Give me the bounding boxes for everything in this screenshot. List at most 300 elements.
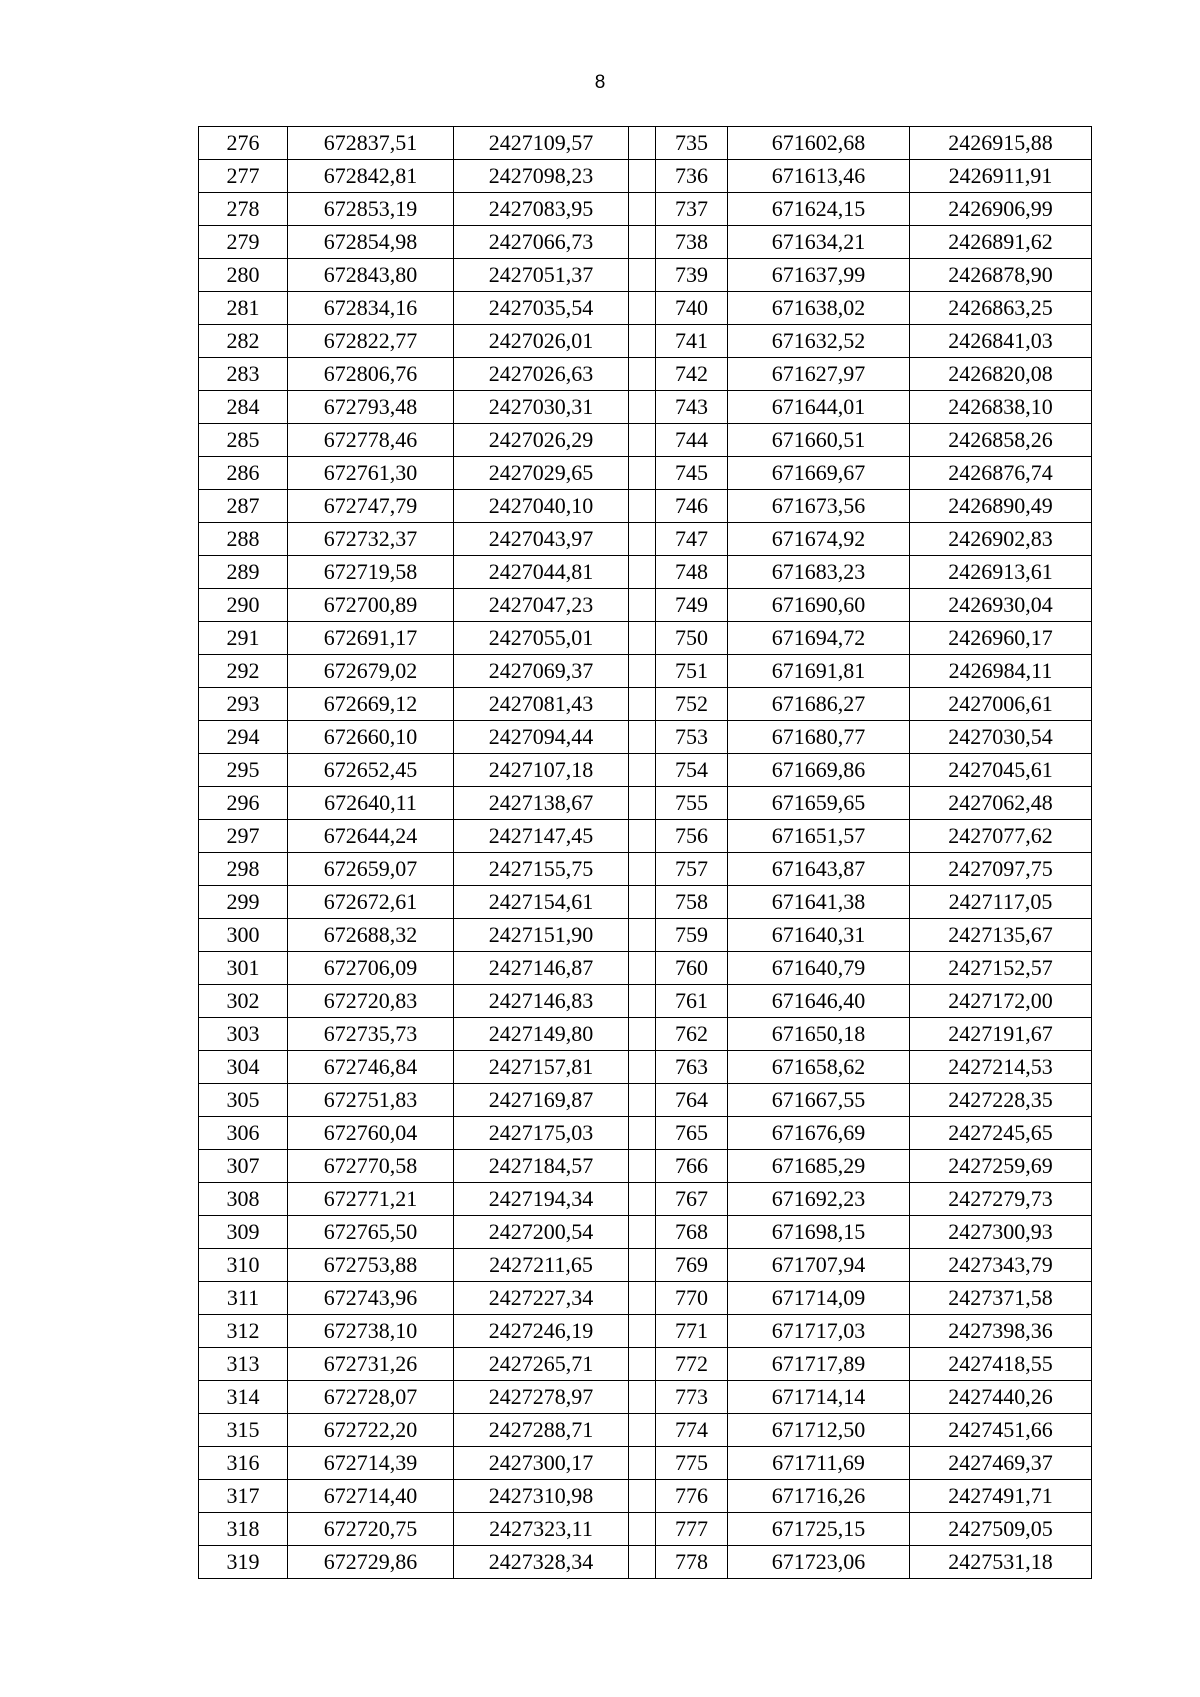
table-row bbox=[199, 193, 1092, 226]
table-row bbox=[199, 457, 1092, 490]
right-y-coordinate: 2426930,04 bbox=[910, 589, 1092, 622]
right-point-number: 757 bbox=[656, 853, 728, 886]
right-y-coordinate: 2426984,11 bbox=[910, 655, 1092, 688]
table-row bbox=[199, 787, 1092, 820]
coordinates-table bbox=[198, 126, 1092, 1579]
right-point-number: 752 bbox=[656, 688, 728, 721]
right-point-number: 766 bbox=[656, 1150, 728, 1183]
right-y-coordinate: 2426858,26 bbox=[910, 424, 1092, 457]
right-point-number: 735 bbox=[656, 127, 728, 160]
left-y-coordinate: 2427211,65 bbox=[454, 1249, 629, 1282]
right-x-coordinate: 671676,69 bbox=[728, 1117, 910, 1150]
table-row bbox=[199, 853, 1092, 886]
coordinates-table-body bbox=[199, 127, 1092, 1579]
left-point-number: 294 bbox=[199, 721, 288, 754]
left-point-number: 289 bbox=[199, 556, 288, 589]
left-y-coordinate: 2427310,98 bbox=[454, 1480, 629, 1513]
spacer-cell bbox=[629, 259, 656, 292]
right-y-coordinate: 2427469,37 bbox=[910, 1447, 1092, 1480]
spacer-cell bbox=[629, 886, 656, 919]
left-point-number: 313 bbox=[199, 1348, 288, 1381]
left-y-coordinate: 2427149,80 bbox=[454, 1018, 629, 1051]
left-x-coordinate: 672714,39 bbox=[288, 1447, 454, 1480]
spacer-cell bbox=[629, 919, 656, 952]
left-x-coordinate: 672691,17 bbox=[288, 622, 454, 655]
right-point-number: 737 bbox=[656, 193, 728, 226]
right-y-coordinate: 2427214,53 bbox=[910, 1051, 1092, 1084]
right-y-coordinate: 2427418,55 bbox=[910, 1348, 1092, 1381]
left-y-coordinate: 2427246,19 bbox=[454, 1315, 629, 1348]
right-x-coordinate: 671643,87 bbox=[728, 853, 910, 886]
left-x-coordinate: 672644,24 bbox=[288, 820, 454, 853]
right-y-coordinate: 2427030,54 bbox=[910, 721, 1092, 754]
left-point-number: 295 bbox=[199, 754, 288, 787]
table-row bbox=[199, 688, 1092, 721]
left-point-number: 312 bbox=[199, 1315, 288, 1348]
right-x-coordinate: 671711,69 bbox=[728, 1447, 910, 1480]
right-point-number: 764 bbox=[656, 1084, 728, 1117]
left-point-number: 302 bbox=[199, 985, 288, 1018]
right-point-number: 736 bbox=[656, 160, 728, 193]
left-point-number: 305 bbox=[199, 1084, 288, 1117]
left-point-number: 285 bbox=[199, 424, 288, 457]
left-point-number: 277 bbox=[199, 160, 288, 193]
left-x-coordinate: 672761,30 bbox=[288, 457, 454, 490]
left-point-number: 291 bbox=[199, 622, 288, 655]
right-x-coordinate: 671698,15 bbox=[728, 1216, 910, 1249]
left-x-coordinate: 672842,81 bbox=[288, 160, 454, 193]
right-y-coordinate: 2426960,17 bbox=[910, 622, 1092, 655]
left-point-number: 287 bbox=[199, 490, 288, 523]
spacer-cell bbox=[629, 1216, 656, 1249]
spacer-cell bbox=[629, 853, 656, 886]
right-point-number: 755 bbox=[656, 787, 728, 820]
table-row bbox=[199, 424, 1092, 457]
right-x-coordinate: 671686,27 bbox=[728, 688, 910, 721]
left-x-coordinate: 672731,26 bbox=[288, 1348, 454, 1381]
left-y-coordinate: 2427043,97 bbox=[454, 523, 629, 556]
right-x-coordinate: 671659,65 bbox=[728, 787, 910, 820]
right-point-number: 753 bbox=[656, 721, 728, 754]
spacer-cell bbox=[629, 424, 656, 457]
left-y-coordinate: 2427194,34 bbox=[454, 1183, 629, 1216]
right-point-number: 740 bbox=[656, 292, 728, 325]
left-point-number: 296 bbox=[199, 787, 288, 820]
table-row bbox=[199, 1381, 1092, 1414]
left-y-coordinate: 2427155,75 bbox=[454, 853, 629, 886]
spacer-cell bbox=[629, 820, 656, 853]
left-x-coordinate: 672706,09 bbox=[288, 952, 454, 985]
right-point-number: 768 bbox=[656, 1216, 728, 1249]
table-row bbox=[199, 1513, 1092, 1546]
right-x-coordinate: 671644,01 bbox=[728, 391, 910, 424]
left-y-coordinate: 2427151,90 bbox=[454, 919, 629, 952]
right-point-number: 776 bbox=[656, 1480, 728, 1513]
left-point-number: 314 bbox=[199, 1381, 288, 1414]
left-point-number: 304 bbox=[199, 1051, 288, 1084]
left-y-coordinate: 2427169,87 bbox=[454, 1084, 629, 1117]
table-row bbox=[199, 655, 1092, 688]
right-y-coordinate: 2427491,71 bbox=[910, 1480, 1092, 1513]
spacer-cell bbox=[629, 721, 656, 754]
right-y-coordinate: 2427343,79 bbox=[910, 1249, 1092, 1282]
right-x-coordinate: 671690,60 bbox=[728, 589, 910, 622]
right-point-number: 775 bbox=[656, 1447, 728, 1480]
table-row bbox=[199, 1084, 1092, 1117]
table-row bbox=[199, 292, 1092, 325]
left-x-coordinate: 672738,10 bbox=[288, 1315, 454, 1348]
right-point-number: 751 bbox=[656, 655, 728, 688]
left-x-coordinate: 672853,19 bbox=[288, 193, 454, 226]
right-x-coordinate: 671683,23 bbox=[728, 556, 910, 589]
left-point-number: 308 bbox=[199, 1183, 288, 1216]
right-point-number: 750 bbox=[656, 622, 728, 655]
right-point-number: 756 bbox=[656, 820, 728, 853]
spacer-cell bbox=[629, 160, 656, 193]
left-x-coordinate: 672722,20 bbox=[288, 1414, 454, 1447]
left-y-coordinate: 2427109,57 bbox=[454, 127, 629, 160]
right-x-coordinate: 671714,09 bbox=[728, 1282, 910, 1315]
left-x-coordinate: 672672,61 bbox=[288, 886, 454, 919]
left-x-coordinate: 672834,16 bbox=[288, 292, 454, 325]
right-y-coordinate: 2427398,36 bbox=[910, 1315, 1092, 1348]
right-point-number: 743 bbox=[656, 391, 728, 424]
table-row bbox=[199, 1117, 1092, 1150]
left-point-number: 300 bbox=[199, 919, 288, 952]
table-row bbox=[199, 160, 1092, 193]
right-x-coordinate: 671716,26 bbox=[728, 1480, 910, 1513]
left-x-coordinate: 672753,88 bbox=[288, 1249, 454, 1282]
page-number: 8 bbox=[594, 72, 606, 93]
left-point-number: 318 bbox=[199, 1513, 288, 1546]
left-x-coordinate: 672793,48 bbox=[288, 391, 454, 424]
right-x-coordinate: 671674,92 bbox=[728, 523, 910, 556]
left-point-number: 276 bbox=[199, 127, 288, 160]
left-y-coordinate: 2427147,45 bbox=[454, 820, 629, 853]
right-point-number: 760 bbox=[656, 952, 728, 985]
right-point-number: 767 bbox=[656, 1183, 728, 1216]
left-x-coordinate: 672760,04 bbox=[288, 1117, 454, 1150]
right-y-coordinate: 2427531,18 bbox=[910, 1546, 1092, 1579]
spacer-cell bbox=[629, 490, 656, 523]
right-point-number: 761 bbox=[656, 985, 728, 1018]
right-point-number: 772 bbox=[656, 1348, 728, 1381]
left-point-number: 307 bbox=[199, 1150, 288, 1183]
left-y-coordinate: 2427288,71 bbox=[454, 1414, 629, 1447]
table-row bbox=[199, 1315, 1092, 1348]
right-y-coordinate: 2427117,05 bbox=[910, 886, 1092, 919]
spacer-cell bbox=[629, 1348, 656, 1381]
right-point-number: 765 bbox=[656, 1117, 728, 1150]
right-x-coordinate: 671613,46 bbox=[728, 160, 910, 193]
right-x-coordinate: 671637,99 bbox=[728, 259, 910, 292]
right-point-number: 774 bbox=[656, 1414, 728, 1447]
right-y-coordinate: 2426878,90 bbox=[910, 259, 1092, 292]
right-point-number: 763 bbox=[656, 1051, 728, 1084]
right-x-coordinate: 671694,72 bbox=[728, 622, 910, 655]
left-point-number: 306 bbox=[199, 1117, 288, 1150]
left-x-coordinate: 672652,45 bbox=[288, 754, 454, 787]
right-x-coordinate: 671707,94 bbox=[728, 1249, 910, 1282]
spacer-cell bbox=[629, 688, 656, 721]
right-point-number: 769 bbox=[656, 1249, 728, 1282]
table-row bbox=[199, 1216, 1092, 1249]
left-point-number: 303 bbox=[199, 1018, 288, 1051]
spacer-cell bbox=[629, 622, 656, 655]
left-x-coordinate: 672751,83 bbox=[288, 1084, 454, 1117]
spacer-cell bbox=[629, 1249, 656, 1282]
spacer-cell bbox=[629, 457, 656, 490]
right-x-coordinate: 671640,79 bbox=[728, 952, 910, 985]
right-x-coordinate: 671650,18 bbox=[728, 1018, 910, 1051]
left-point-number: 301 bbox=[199, 952, 288, 985]
spacer-cell bbox=[629, 292, 656, 325]
left-point-number: 297 bbox=[199, 820, 288, 853]
table-row bbox=[199, 391, 1092, 424]
right-point-number: 762 bbox=[656, 1018, 728, 1051]
left-y-coordinate: 2427107,18 bbox=[454, 754, 629, 787]
right-y-coordinate: 2426838,10 bbox=[910, 391, 1092, 424]
table-row bbox=[199, 1414, 1092, 1447]
left-x-coordinate: 672771,21 bbox=[288, 1183, 454, 1216]
right-y-coordinate: 2427152,57 bbox=[910, 952, 1092, 985]
right-y-coordinate: 2427172,00 bbox=[910, 985, 1092, 1018]
left-y-coordinate: 2427200,54 bbox=[454, 1216, 629, 1249]
table-row bbox=[199, 556, 1092, 589]
spacer-cell bbox=[629, 1414, 656, 1447]
left-point-number: 315 bbox=[199, 1414, 288, 1447]
right-x-coordinate: 671691,81 bbox=[728, 655, 910, 688]
right-y-coordinate: 2427045,61 bbox=[910, 754, 1092, 787]
right-y-coordinate: 2426902,83 bbox=[910, 523, 1092, 556]
right-x-coordinate: 671667,55 bbox=[728, 1084, 910, 1117]
right-y-coordinate: 2426915,88 bbox=[910, 127, 1092, 160]
spacer-cell bbox=[629, 952, 656, 985]
left-y-coordinate: 2427026,63 bbox=[454, 358, 629, 391]
left-y-coordinate: 2427069,37 bbox=[454, 655, 629, 688]
spacer-cell bbox=[629, 1381, 656, 1414]
right-y-coordinate: 2426841,03 bbox=[910, 325, 1092, 358]
table-row bbox=[199, 127, 1092, 160]
right-x-coordinate: 671712,50 bbox=[728, 1414, 910, 1447]
right-x-coordinate: 671632,52 bbox=[728, 325, 910, 358]
spacer-cell bbox=[629, 1051, 656, 1084]
right-y-coordinate: 2426820,08 bbox=[910, 358, 1092, 391]
right-point-number: 744 bbox=[656, 424, 728, 457]
left-point-number: 292 bbox=[199, 655, 288, 688]
spacer-cell bbox=[629, 193, 656, 226]
right-x-coordinate: 671624,15 bbox=[728, 193, 910, 226]
right-y-coordinate: 2427245,65 bbox=[910, 1117, 1092, 1150]
right-x-coordinate: 671658,62 bbox=[728, 1051, 910, 1084]
left-x-coordinate: 672746,84 bbox=[288, 1051, 454, 1084]
spacer-cell bbox=[629, 226, 656, 259]
right-x-coordinate: 671673,56 bbox=[728, 490, 910, 523]
left-y-coordinate: 2427026,01 bbox=[454, 325, 629, 358]
right-point-number: 771 bbox=[656, 1315, 728, 1348]
spacer-cell bbox=[629, 1018, 656, 1051]
left-point-number: 280 bbox=[199, 259, 288, 292]
right-y-coordinate: 2427135,67 bbox=[910, 919, 1092, 952]
left-x-coordinate: 672679,02 bbox=[288, 655, 454, 688]
right-y-coordinate: 2427006,61 bbox=[910, 688, 1092, 721]
left-point-number: 309 bbox=[199, 1216, 288, 1249]
spacer-cell bbox=[629, 523, 656, 556]
left-y-coordinate: 2427026,29 bbox=[454, 424, 629, 457]
right-y-coordinate: 2427062,48 bbox=[910, 787, 1092, 820]
left-x-coordinate: 672688,32 bbox=[288, 919, 454, 952]
left-point-number: 317 bbox=[199, 1480, 288, 1513]
right-x-coordinate: 671651,57 bbox=[728, 820, 910, 853]
right-x-coordinate: 671680,77 bbox=[728, 721, 910, 754]
spacer-cell bbox=[629, 391, 656, 424]
left-point-number: 283 bbox=[199, 358, 288, 391]
left-point-number: 279 bbox=[199, 226, 288, 259]
table-row bbox=[199, 1018, 1092, 1051]
spacer-cell bbox=[629, 1084, 656, 1117]
right-point-number: 758 bbox=[656, 886, 728, 919]
table-row bbox=[199, 754, 1092, 787]
left-y-coordinate: 2427138,67 bbox=[454, 787, 629, 820]
left-y-coordinate: 2427098,23 bbox=[454, 160, 629, 193]
right-point-number: 746 bbox=[656, 490, 728, 523]
right-point-number: 747 bbox=[656, 523, 728, 556]
table-row bbox=[199, 1150, 1092, 1183]
left-y-coordinate: 2427044,81 bbox=[454, 556, 629, 589]
right-point-number: 777 bbox=[656, 1513, 728, 1546]
left-point-number: 311 bbox=[199, 1282, 288, 1315]
table-row bbox=[199, 985, 1092, 1018]
left-x-coordinate: 672659,07 bbox=[288, 853, 454, 886]
right-x-coordinate: 671638,02 bbox=[728, 292, 910, 325]
left-x-coordinate: 672735,73 bbox=[288, 1018, 454, 1051]
left-x-coordinate: 672720,75 bbox=[288, 1513, 454, 1546]
right-y-coordinate: 2427259,69 bbox=[910, 1150, 1092, 1183]
table-row bbox=[199, 952, 1092, 985]
right-x-coordinate: 671685,29 bbox=[728, 1150, 910, 1183]
left-x-coordinate: 672660,10 bbox=[288, 721, 454, 754]
left-point-number: 319 bbox=[199, 1546, 288, 1579]
spacer-cell bbox=[629, 1513, 656, 1546]
right-point-number: 778 bbox=[656, 1546, 728, 1579]
spacer-cell bbox=[629, 655, 656, 688]
spacer-cell bbox=[629, 1546, 656, 1579]
right-x-coordinate: 671717,89 bbox=[728, 1348, 910, 1381]
left-y-coordinate: 2427175,03 bbox=[454, 1117, 629, 1150]
left-y-coordinate: 2427146,87 bbox=[454, 952, 629, 985]
spacer-cell bbox=[629, 358, 656, 391]
spacer-cell bbox=[629, 1480, 656, 1513]
right-y-coordinate: 2426876,74 bbox=[910, 457, 1092, 490]
left-point-number: 284 bbox=[199, 391, 288, 424]
left-y-coordinate: 2427035,54 bbox=[454, 292, 629, 325]
left-x-coordinate: 672719,58 bbox=[288, 556, 454, 589]
table-row bbox=[199, 820, 1092, 853]
spacer-cell bbox=[629, 589, 656, 622]
right-x-coordinate: 671725,15 bbox=[728, 1513, 910, 1546]
spacer-cell bbox=[629, 985, 656, 1018]
left-y-coordinate: 2427066,73 bbox=[454, 226, 629, 259]
spacer-cell bbox=[629, 556, 656, 589]
right-point-number: 738 bbox=[656, 226, 728, 259]
left-point-number: 286 bbox=[199, 457, 288, 490]
table-row bbox=[199, 259, 1092, 292]
right-y-coordinate: 2426891,62 bbox=[910, 226, 1092, 259]
right-x-coordinate: 671669,86 bbox=[728, 754, 910, 787]
left-x-coordinate: 672837,51 bbox=[288, 127, 454, 160]
left-y-coordinate: 2427051,37 bbox=[454, 259, 629, 292]
left-x-coordinate: 672770,58 bbox=[288, 1150, 454, 1183]
right-y-coordinate: 2426906,99 bbox=[910, 193, 1092, 226]
left-y-coordinate: 2427323,11 bbox=[454, 1513, 629, 1546]
left-x-coordinate: 672732,37 bbox=[288, 523, 454, 556]
left-x-coordinate: 672843,80 bbox=[288, 259, 454, 292]
right-x-coordinate: 671717,03 bbox=[728, 1315, 910, 1348]
left-x-coordinate: 672743,96 bbox=[288, 1282, 454, 1315]
left-x-coordinate: 672728,07 bbox=[288, 1381, 454, 1414]
table-row bbox=[199, 490, 1092, 523]
left-point-number: 310 bbox=[199, 1249, 288, 1282]
left-y-coordinate: 2427094,44 bbox=[454, 721, 629, 754]
table-row bbox=[199, 1546, 1092, 1579]
right-point-number: 754 bbox=[656, 754, 728, 787]
table-row bbox=[199, 1447, 1092, 1480]
right-x-coordinate: 671646,40 bbox=[728, 985, 910, 1018]
right-x-coordinate: 671723,06 bbox=[728, 1546, 910, 1579]
spacer-cell bbox=[629, 1117, 656, 1150]
right-x-coordinate: 671627,97 bbox=[728, 358, 910, 391]
spacer-cell bbox=[629, 127, 656, 160]
left-y-coordinate: 2427157,81 bbox=[454, 1051, 629, 1084]
left-x-coordinate: 672640,11 bbox=[288, 787, 454, 820]
right-y-coordinate: 2426911,91 bbox=[910, 160, 1092, 193]
table-row bbox=[199, 589, 1092, 622]
right-x-coordinate: 671641,38 bbox=[728, 886, 910, 919]
right-y-coordinate: 2427097,75 bbox=[910, 853, 1092, 886]
spacer-cell bbox=[629, 1447, 656, 1480]
left-y-coordinate: 2427265,71 bbox=[454, 1348, 629, 1381]
left-point-number: 290 bbox=[199, 589, 288, 622]
right-x-coordinate: 671660,51 bbox=[728, 424, 910, 457]
table-row bbox=[199, 1348, 1092, 1381]
left-point-number: 299 bbox=[199, 886, 288, 919]
left-x-coordinate: 672700,89 bbox=[288, 589, 454, 622]
spacer-cell bbox=[629, 1315, 656, 1348]
left-point-number: 293 bbox=[199, 688, 288, 721]
left-x-coordinate: 672806,76 bbox=[288, 358, 454, 391]
table-row bbox=[199, 1183, 1092, 1216]
left-y-coordinate: 2427055,01 bbox=[454, 622, 629, 655]
left-x-coordinate: 672714,40 bbox=[288, 1480, 454, 1513]
right-point-number: 748 bbox=[656, 556, 728, 589]
left-point-number: 282 bbox=[199, 325, 288, 358]
right-point-number: 745 bbox=[656, 457, 728, 490]
left-point-number: 316 bbox=[199, 1447, 288, 1480]
left-y-coordinate: 2427047,23 bbox=[454, 589, 629, 622]
table-row bbox=[199, 886, 1092, 919]
right-y-coordinate: 2427300,93 bbox=[910, 1216, 1092, 1249]
spacer-cell bbox=[629, 754, 656, 787]
left-y-coordinate: 2427040,10 bbox=[454, 490, 629, 523]
left-point-number: 298 bbox=[199, 853, 288, 886]
left-x-coordinate: 672747,79 bbox=[288, 490, 454, 523]
right-y-coordinate: 2427371,58 bbox=[910, 1282, 1092, 1315]
left-y-coordinate: 2427278,97 bbox=[454, 1381, 629, 1414]
right-y-coordinate: 2427228,35 bbox=[910, 1084, 1092, 1117]
right-y-coordinate: 2426863,25 bbox=[910, 292, 1092, 325]
table-row bbox=[199, 1480, 1092, 1513]
right-y-coordinate: 2427440,26 bbox=[910, 1381, 1092, 1414]
